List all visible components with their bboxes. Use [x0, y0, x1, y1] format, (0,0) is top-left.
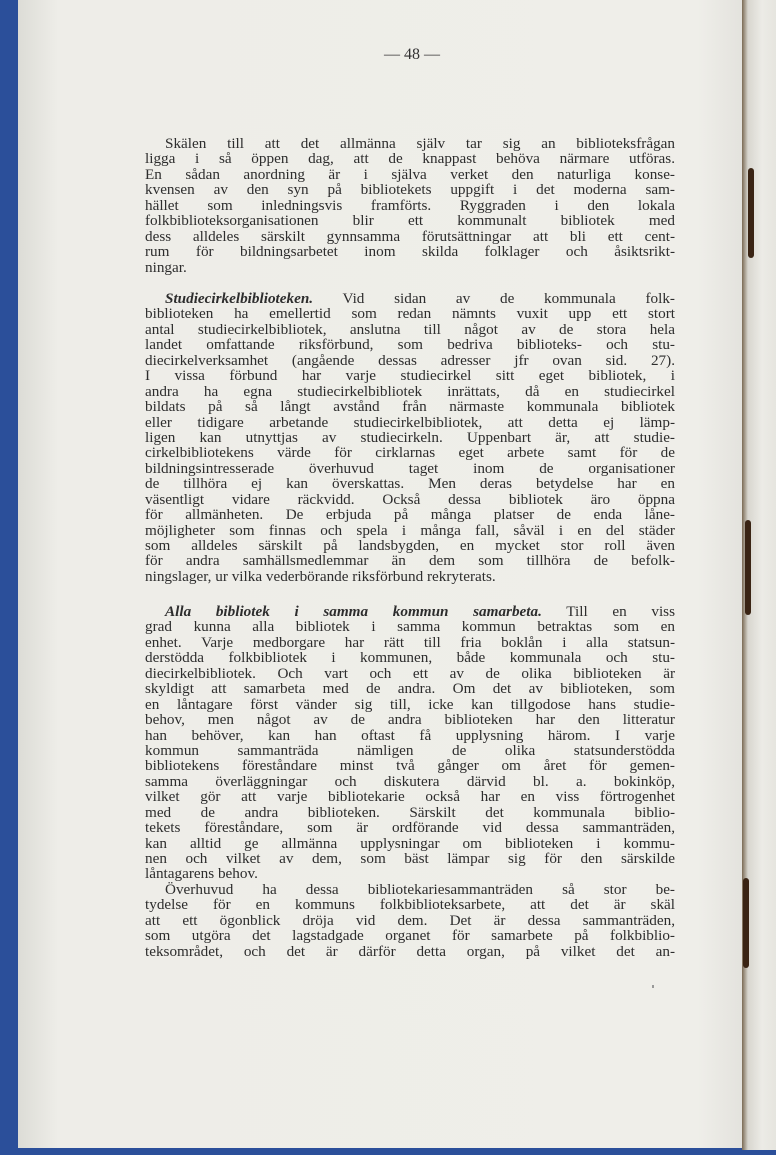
text-line: [145, 167, 675, 182]
text-line: [145, 492, 675, 507]
line-text: bibliotekens föreståndare minst två gånger om året för gemen-: [145, 757, 675, 775]
line-text: han behöver, kan han oftast få upplysning härom. I varje: [145, 726, 675, 744]
text-line: [145, 712, 675, 727]
line-text: cirkelbibliotekens värde för cirklarnas eget arbete samt för de: [145, 444, 675, 462]
text-line: [145, 476, 675, 491]
binding-mark: [748, 168, 754, 258]
text-line: [145, 913, 675, 928]
text-line: [145, 461, 675, 476]
section-heading: Studiecirkelbiblioteken.: [165, 290, 314, 307]
text-line: [145, 666, 675, 681]
text-line: [145, 213, 675, 228]
text-line: [145, 944, 675, 959]
paragraph-sammantraden: [145, 882, 675, 959]
text-line: [145, 322, 675, 337]
text-line: [145, 523, 675, 538]
line-text: teksområdet, och det är därför detta organ, på vilket det an-: [145, 942, 675, 960]
text-line: [145, 897, 675, 912]
line-text: för allmänheten. De erbjuda på många platser de enda låne-: [145, 506, 675, 524]
line-text: kommun sammanträda nämligen de olika statsunderstödda: [145, 741, 675, 759]
text-line: [145, 758, 675, 773]
line-text: möjligheter som finnas och spela i många fall, såväl i en del städer: [145, 521, 675, 539]
line-text: behov, men något av de andra biblioteken har den litteratur: [145, 711, 675, 729]
paragraph-studiecirkelbiblioteken: [145, 291, 675, 584]
text-line: [145, 851, 675, 866]
line-text: Överhuvud ha dessa bibliotekariesammanträden så stor be-: [165, 881, 675, 898]
line-text: vilket gör att varje bibliotekarie också har en viss förtrogenhet: [145, 788, 675, 806]
line-text: landet omfattande riksförbund, som bedriva biblioteks- och stu-: [145, 336, 675, 354]
binding-mark: [745, 520, 751, 615]
text-line: [145, 136, 675, 151]
text-line: [145, 198, 675, 213]
line-text: I vissa förbund har varje studiecirkel sitt eget bibliotek, i: [145, 367, 675, 385]
line-text: biblioteken ha emellertid som redan nämnts vuxit upp ett stort: [145, 305, 675, 323]
text-line: [145, 445, 675, 460]
line-text: en låntagare först vänder sig till, icke kan tillgodose hans studie-: [145, 695, 675, 713]
line-text: andra ha egna studiecirkelbibliotek inrättats, då en studiecirkel: [145, 382, 675, 400]
line-text: kan alltid ge allmänna upplysningar om biblioteken i kommu-: [145, 834, 675, 852]
line-text: de tillhöra ej kan överskattas. Men deras betydelse har en: [145, 475, 675, 493]
text-line: [145, 337, 675, 352]
line-text: ningar.: [145, 258, 187, 276]
line-text: eller tidigare arbetande studiecirkelbibliotek, att detta ej lämp-: [145, 413, 675, 431]
line-text: kvensen av den syn på bibliotekets uppgift i det moderna sam-: [145, 181, 675, 199]
text-line: [145, 743, 675, 758]
text-line: [145, 820, 675, 835]
line-text: Skälen till att det allmänna själv tar sig an biblioteksfrågan: [165, 135, 675, 152]
line-text: dess alldeles särskilt gynnsamma förutsättningar att bli ett cent-: [145, 227, 675, 245]
line-text: som utgöra det lagstadgade organet för samarbete på folkbiblio-: [145, 927, 675, 945]
text-line: [145, 291, 675, 306]
text-line: [145, 384, 675, 399]
line-text: med de andra biblioteken. Särskilt det kommunala biblio-: [145, 803, 675, 821]
line-text: En sådan anordning är i själva verket den naturliga konse-: [145, 165, 675, 183]
text-line: [145, 430, 675, 445]
line-text: grad kunna alla bibliotek i samma kommun betraktas som en: [145, 618, 675, 636]
line-text: enhet. Varje medborgare har rätt till fria boklån i alla statsun-: [145, 633, 675, 651]
line-text: för andra samhällsmedlemmar än dem som tillhöra de befolk-: [145, 552, 675, 570]
line-text: diecirkelverksamhet (angående dessas adresser jfr ovan sid. 27).: [145, 351, 675, 369]
line-text: ligga i så öppen dag, att de knappast behöva närmare utföras.: [145, 150, 675, 168]
text-line: [145, 399, 675, 414]
line-text: ningslager, ur vilka vederbörande riksförbund rekryterats.: [145, 567, 496, 585]
line-text: folkbiblioteksorganisationen blir ett kommunalt bibliotek med: [145, 212, 675, 230]
text-line: [145, 928, 675, 943]
text-line: [145, 882, 675, 897]
binding-mark: [743, 878, 749, 968]
text-line: [145, 151, 675, 166]
line-text: låntagarens behov.: [145, 865, 258, 883]
line-text: som alldeles särskilt på landsbygden, en mycket stor roll även: [145, 537, 675, 554]
text-line: [145, 697, 675, 712]
line-text: Till en viss: [566, 603, 675, 620]
text-line: [145, 306, 675, 321]
line-text: skyldigt att samarbeta med de andra. Om det av biblioteken, som: [145, 680, 675, 698]
text-line: [145, 569, 675, 584]
text-line: [145, 604, 675, 619]
line-text: att ett ögonblick dröja vid dem. Det är dessa sammanträden,: [145, 911, 675, 929]
line-text: antal studiecirkelbibliotek, anslutna till något av de stora hela: [145, 320, 675, 338]
line-text: tydelse för en kommuns folkbiblioteksarbete, att det är skäl: [145, 896, 675, 914]
line-text: hället som inledningsvis framförts. Ryggraden i den lokala: [145, 196, 675, 214]
line-text: Vid sidan av de kommunala folk-: [342, 290, 675, 307]
line-text: tekets föreståndare, som är ordförande vid dessa sammanträden,: [145, 819, 675, 837]
paragraph-intro: [145, 136, 675, 275]
text-line: [145, 635, 675, 650]
line-text: derstödda folkbibliotek i kommunen, både kommunala och stu-: [145, 649, 675, 667]
line-text: samma överläggningar och diskutera därvid bl. a. bokinköp,: [145, 772, 675, 790]
text-line: [145, 619, 675, 634]
text-line: [145, 368, 675, 383]
section-heading: Alla bibliotek i samma kommun samarbeta.: [165, 603, 542, 620]
text-line: [145, 553, 675, 568]
text-line: [145, 774, 675, 789]
text-line: [145, 805, 675, 820]
line-text: ligen kan utnyttjas av studiecirkeln. Uppenbart är, att studie-: [145, 428, 675, 446]
text-line: [145, 836, 675, 851]
line-text: rum för bildningsarbetet inom skilda folklager och åsiktsrikt-: [145, 243, 675, 261]
text-line: [145, 229, 675, 244]
text-line: [145, 728, 675, 743]
line-text: diecirkelbibliotek. Och vart och ett av de olika biblioteken är: [145, 664, 675, 682]
text-line: [145, 260, 675, 275]
line-text: bildningsintresserade överhuvud taget inom de organisationer: [145, 459, 675, 477]
text-line: [145, 244, 675, 259]
line-text: nen och vilket av dem, som bäst lämpar sig för den särskilde: [145, 850, 675, 867]
text-line: [145, 353, 675, 368]
text-line: [145, 681, 675, 696]
line-text: bildats på så långt avstånd från närmaste kommunala bibliotek: [145, 398, 675, 416]
paragraph-samarbete: [145, 604, 675, 882]
paper-speck: [652, 985, 654, 988]
text-line: [145, 507, 675, 522]
text-line: [145, 182, 675, 197]
text-line: [145, 415, 675, 430]
text-line: [145, 789, 675, 804]
text-line: [145, 538, 675, 553]
line-text: väsentligt vidare räckvidd. Också dessa bibliotek äro öppna: [145, 490, 675, 508]
text-line: [145, 866, 675, 881]
page-number: — 48 —: [384, 46, 440, 63]
text-line: [145, 650, 675, 665]
